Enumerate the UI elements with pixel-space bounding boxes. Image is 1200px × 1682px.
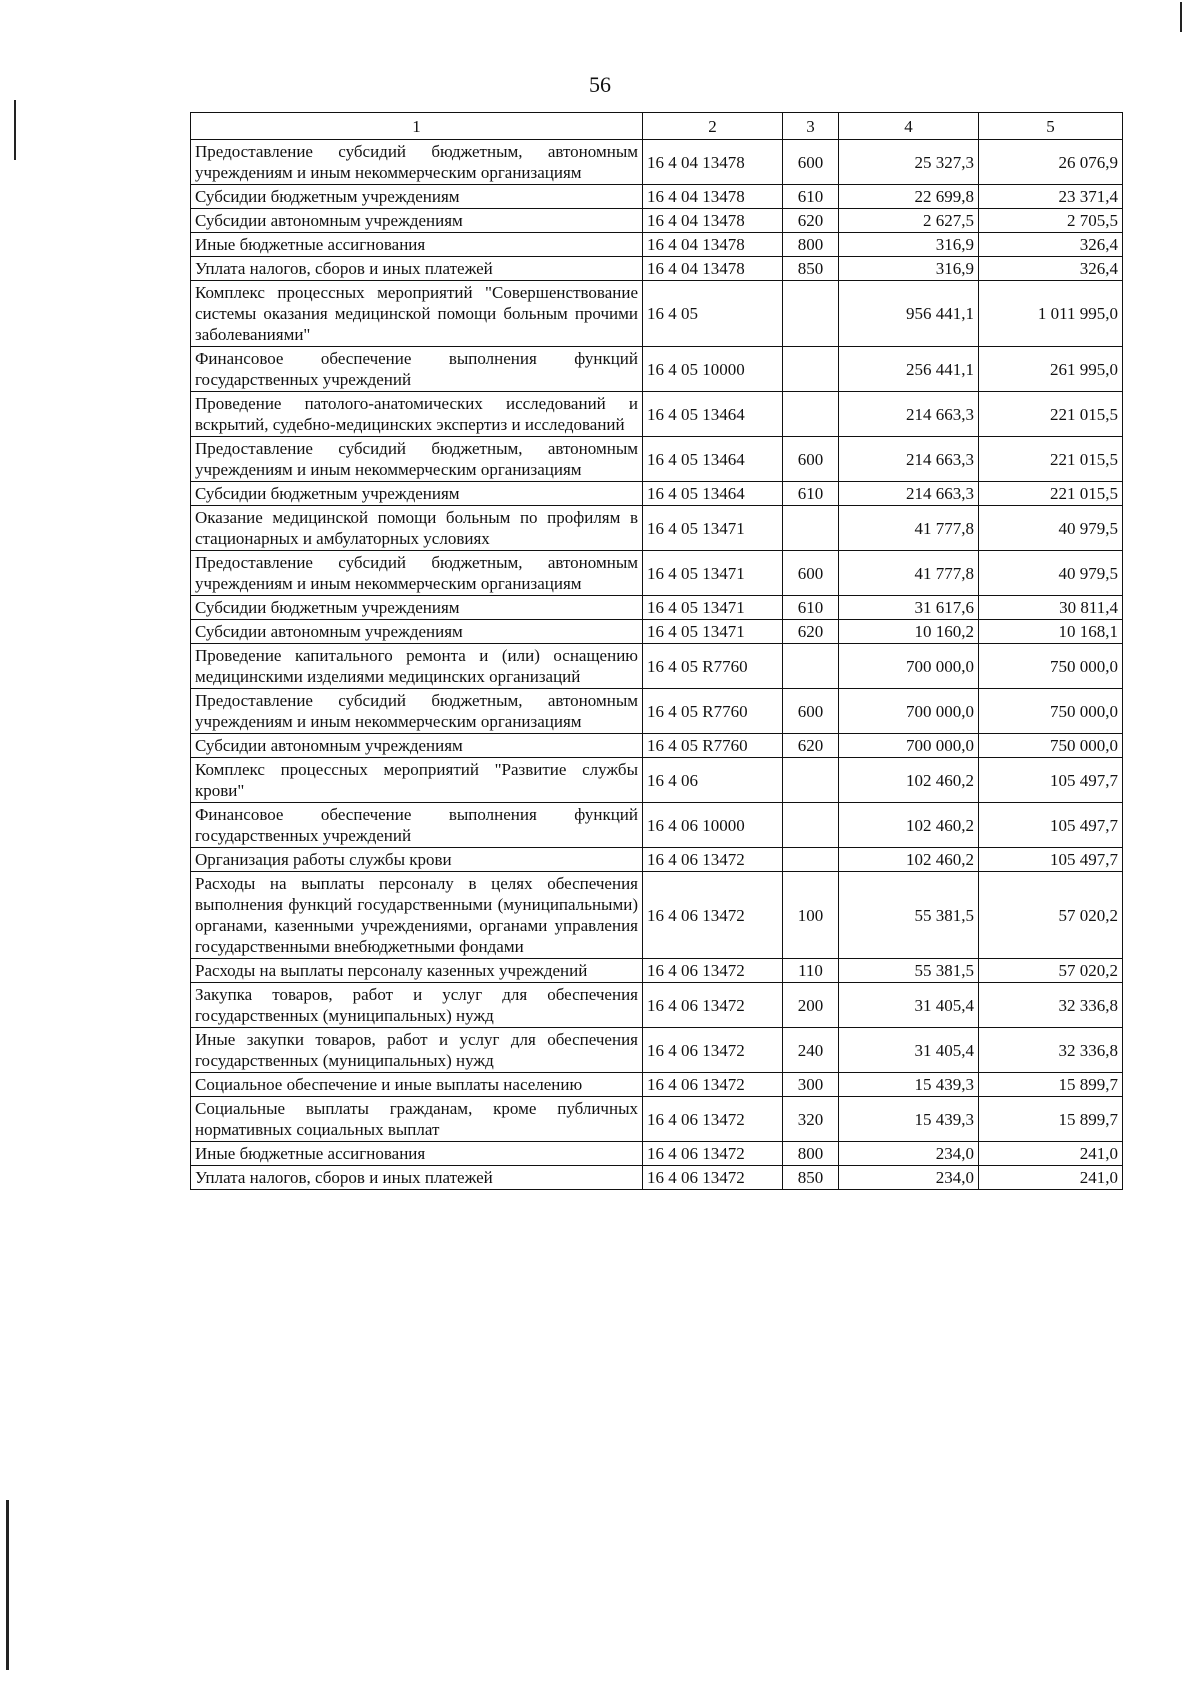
row-code-cell: 16 4 05 13471 <box>643 506 783 551</box>
table-row <box>191 1097 1123 1142</box>
table-row <box>191 1028 1123 1073</box>
row-code-cell: 16 4 06 13472 <box>643 848 783 872</box>
row-amount-col4-cell: 41 777,8 <box>839 506 979 551</box>
budget-table <box>190 112 1123 1190</box>
row-name-cell: Уплата налогов, сборов и иных платежей <box>191 1166 643 1190</box>
table-row <box>191 233 1123 257</box>
row-amount-col5-cell: 221 015,5 <box>979 392 1123 437</box>
row-amount-col5-cell: 326,4 <box>979 233 1123 257</box>
table-row <box>191 347 1123 392</box>
row-expense-type-cell: 600 <box>783 437 839 482</box>
table-row <box>191 257 1123 281</box>
table-row <box>191 959 1123 983</box>
row-name-cell: Расходы на выплаты персоналу в целях обеспечения выполнения функций государственными (муниципальными) органами, казенными учреждениями, органами управления государственными внебюджетными фондами <box>191 872 643 959</box>
row-amount-col4-cell: 31 405,4 <box>839 1028 979 1073</box>
row-name-cell: Оказание медицинской помощи больным по профилям в стационарных и амбулаторных условиях <box>191 506 643 551</box>
table-row <box>191 848 1123 872</box>
row-amount-col5-cell: 23 371,4 <box>979 185 1123 209</box>
row-code-cell: 16 4 05 R7760 <box>643 689 783 734</box>
row-expense-type-cell: 800 <box>783 1142 839 1166</box>
table-row <box>191 620 1123 644</box>
row-code-cell: 16 4 05 <box>643 281 783 347</box>
row-expense-type-cell: 850 <box>783 257 839 281</box>
table-body <box>191 140 1123 1190</box>
row-name-cell: Иные бюджетные ассигнования <box>191 233 643 257</box>
row-name-cell: Предоставление субсидий бюджетным, автономным учреждениям и иным некоммерческим организациям <box>191 551 643 596</box>
row-name-cell: Субсидии автономным учреждениям <box>191 209 643 233</box>
row-name-cell: Проведение капитального ремонта и (или) оснащению медицинскими изделиями медицинских организаций <box>191 644 643 689</box>
row-name-cell: Иные закупки товаров, работ и услуг для обеспечения государственных (муниципальных) нужд <box>191 1028 643 1073</box>
row-amount-col4-cell: 700 000,0 <box>839 644 979 689</box>
table-row <box>191 185 1123 209</box>
row-expense-type-cell: 620 <box>783 209 839 233</box>
row-amount-col4-cell: 22 699,8 <box>839 185 979 209</box>
row-code-cell: 16 4 05 13464 <box>643 437 783 482</box>
row-amount-col4-cell: 102 460,2 <box>839 803 979 848</box>
row-expense-type-cell <box>783 347 839 392</box>
row-code-cell: 16 4 06 10000 <box>643 803 783 848</box>
row-expense-type-cell: 320 <box>783 1097 839 1142</box>
header-col-5: 5 <box>979 113 1123 140</box>
row-expense-type-cell: 200 <box>783 983 839 1028</box>
row-code-cell: 16 4 05 13464 <box>643 392 783 437</box>
row-amount-col5-cell: 221 015,5 <box>979 437 1123 482</box>
row-expense-type-cell <box>783 848 839 872</box>
row-code-cell: 16 4 05 13464 <box>643 482 783 506</box>
table-row <box>191 506 1123 551</box>
row-code-cell: 16 4 06 13472 <box>643 959 783 983</box>
row-name-cell: Субсидии бюджетным учреждениям <box>191 482 643 506</box>
row-expense-type-cell <box>783 803 839 848</box>
row-code-cell: 16 4 04 13478 <box>643 233 783 257</box>
row-amount-col5-cell: 750 000,0 <box>979 734 1123 758</box>
row-amount-col4-cell: 55 381,5 <box>839 872 979 959</box>
row-code-cell: 16 4 06 13472 <box>643 1166 783 1190</box>
row-amount-col4-cell: 700 000,0 <box>839 689 979 734</box>
row-code-cell: 16 4 05 13471 <box>643 596 783 620</box>
header-col-1: 1 <box>191 113 643 140</box>
row-name-cell: Социальные выплаты гражданам, кроме публичных нормативных социальных выплат <box>191 1097 643 1142</box>
row-code-cell: 16 4 04 13478 <box>643 185 783 209</box>
row-amount-col5-cell: 32 336,8 <box>979 983 1123 1028</box>
row-name-cell: Иные бюджетные ассигнования <box>191 1142 643 1166</box>
row-amount-col5-cell: 2 705,5 <box>979 209 1123 233</box>
row-expense-type-cell: 100 <box>783 872 839 959</box>
row-code-cell: 16 4 05 R7760 <box>643 644 783 689</box>
row-expense-type-cell: 240 <box>783 1028 839 1073</box>
header-col-3: 3 <box>783 113 839 140</box>
row-amount-col4-cell: 234,0 <box>839 1166 979 1190</box>
row-name-cell: Уплата налогов, сборов и иных платежей <box>191 257 643 281</box>
row-expense-type-cell: 610 <box>783 596 839 620</box>
row-amount-col4-cell: 234,0 <box>839 1142 979 1166</box>
row-code-cell: 16 4 06 13472 <box>643 1073 783 1097</box>
row-code-cell: 16 4 06 13472 <box>643 983 783 1028</box>
table-row <box>191 758 1123 803</box>
row-expense-type-cell: 850 <box>783 1166 839 1190</box>
table-row <box>191 983 1123 1028</box>
row-code-cell: 16 4 04 13478 <box>643 257 783 281</box>
row-amount-col5-cell: 57 020,2 <box>979 872 1123 959</box>
row-name-cell: Финансовое обеспечение выполнения функций государственных учреждений <box>191 803 643 848</box>
row-amount-col5-cell: 241,0 <box>979 1142 1123 1166</box>
table-row <box>191 734 1123 758</box>
row-expense-type-cell: 620 <box>783 734 839 758</box>
row-expense-type-cell: 620 <box>783 620 839 644</box>
row-expense-type-cell: 600 <box>783 140 839 185</box>
row-expense-type-cell: 600 <box>783 551 839 596</box>
table-row <box>191 551 1123 596</box>
row-name-cell: Расходы на выплаты персоналу казенных учреждений <box>191 959 643 983</box>
row-amount-col4-cell: 700 000,0 <box>839 734 979 758</box>
row-code-cell: 16 4 06 13472 <box>643 872 783 959</box>
row-name-cell: Комплекс процессных мероприятий "Развитие службы крови" <box>191 758 643 803</box>
row-expense-type-cell: 610 <box>783 185 839 209</box>
row-code-cell: 16 4 06 13472 <box>643 1097 783 1142</box>
row-amount-col5-cell: 30 811,4 <box>979 596 1123 620</box>
row-amount-col4-cell: 31 405,4 <box>839 983 979 1028</box>
row-amount-col4-cell: 41 777,8 <box>839 551 979 596</box>
row-amount-col4-cell: 102 460,2 <box>839 758 979 803</box>
row-amount-col5-cell: 40 979,5 <box>979 506 1123 551</box>
table-row <box>191 281 1123 347</box>
table-row <box>191 140 1123 185</box>
row-name-cell: Закупка товаров, работ и услуг для обеспечения государственных (муниципальных) нужд <box>191 983 643 1028</box>
table-row <box>191 644 1123 689</box>
header-col-4: 4 <box>839 113 979 140</box>
header-col-2: 2 <box>643 113 783 140</box>
row-code-cell: 16 4 06 <box>643 758 783 803</box>
row-code-cell: 16 4 05 13471 <box>643 620 783 644</box>
scan-edge-mark <box>6 1500 9 1670</box>
table-header <box>191 113 1123 140</box>
row-amount-col5-cell: 221 015,5 <box>979 482 1123 506</box>
table-row <box>191 803 1123 848</box>
row-expense-type-cell <box>783 758 839 803</box>
row-name-cell: Предоставление субсидий бюджетным, автономным учреждениям и иным некоммерческим организациям <box>191 437 643 482</box>
row-code-cell: 16 4 04 13478 <box>643 140 783 185</box>
row-name-cell: Субсидии бюджетным учреждениям <box>191 185 643 209</box>
row-amount-col5-cell: 261 995,0 <box>979 347 1123 392</box>
row-amount-col5-cell: 1 011 995,0 <box>979 281 1123 347</box>
row-expense-type-cell: 600 <box>783 689 839 734</box>
row-amount-col4-cell: 256 441,1 <box>839 347 979 392</box>
row-name-cell: Субсидии автономным учреждениям <box>191 620 643 644</box>
row-amount-col5-cell: 10 168,1 <box>979 620 1123 644</box>
row-amount-col5-cell: 15 899,7 <box>979 1073 1123 1097</box>
row-amount-col4-cell: 25 327,3 <box>839 140 979 185</box>
row-amount-col5-cell: 326,4 <box>979 257 1123 281</box>
row-name-cell: Проведение патолого-анатомических исследований и вскрытий, судебно-медицинских экспертиз и исследований <box>191 392 643 437</box>
table-row <box>191 689 1123 734</box>
row-amount-col4-cell: 102 460,2 <box>839 848 979 872</box>
row-amount-col4-cell: 31 617,6 <box>839 596 979 620</box>
row-name-cell: Субсидии автономным учреждениям <box>191 734 643 758</box>
row-amount-col5-cell: 241,0 <box>979 1166 1123 1190</box>
row-name-cell: Финансовое обеспечение выполнения функций государственных учреждений <box>191 347 643 392</box>
row-name-cell: Предоставление субсидий бюджетным, автономным учреждениям и иным некоммерческим организациям <box>191 689 643 734</box>
row-amount-col4-cell: 956 441,1 <box>839 281 979 347</box>
row-expense-type-cell: 300 <box>783 1073 839 1097</box>
table-row <box>191 392 1123 437</box>
row-code-cell: 16 4 06 13472 <box>643 1028 783 1073</box>
row-name-cell: Субсидии бюджетным учреждениям <box>191 596 643 620</box>
row-amount-col4-cell: 316,9 <box>839 233 979 257</box>
row-amount-col4-cell: 15 439,3 <box>839 1097 979 1142</box>
table-row <box>191 1073 1123 1097</box>
row-amount-col4-cell: 214 663,3 <box>839 437 979 482</box>
table-row <box>191 209 1123 233</box>
row-code-cell: 16 4 05 10000 <box>643 347 783 392</box>
row-code-cell: 16 4 04 13478 <box>643 209 783 233</box>
row-amount-col4-cell: 214 663,3 <box>839 392 979 437</box>
table-row <box>191 1142 1123 1166</box>
table-row <box>191 596 1123 620</box>
row-name-cell: Социальное обеспечение и иные выплаты населению <box>191 1073 643 1097</box>
row-name-cell: Предоставление субсидий бюджетным, автономным учреждениям и иным некоммерческим организациям <box>191 140 643 185</box>
row-code-cell: 16 4 05 13471 <box>643 551 783 596</box>
row-name-cell: Комплекс процессных мероприятий "Совершенствование системы оказания медицинской помощи больным прочими заболеваниями" <box>191 281 643 347</box>
row-expense-type-cell: 110 <box>783 959 839 983</box>
table-row <box>191 1166 1123 1190</box>
row-amount-col4-cell: 55 381,5 <box>839 959 979 983</box>
row-amount-col5-cell: 57 020,2 <box>979 959 1123 983</box>
scan-edge-mark <box>1180 2 1182 32</box>
table-row <box>191 482 1123 506</box>
row-amount-col4-cell: 10 160,2 <box>839 620 979 644</box>
row-amount-col5-cell: 105 497,7 <box>979 758 1123 803</box>
row-code-cell: 16 4 06 13472 <box>643 1142 783 1166</box>
row-expense-type-cell <box>783 281 839 347</box>
table-row <box>191 437 1123 482</box>
scan-edge-mark <box>14 100 16 160</box>
row-amount-col5-cell: 15 899,7 <box>979 1097 1123 1142</box>
row-expense-type-cell: 800 <box>783 233 839 257</box>
row-expense-type-cell <box>783 506 839 551</box>
row-amount-col4-cell: 15 439,3 <box>839 1073 979 1097</box>
row-amount-col4-cell: 316,9 <box>839 257 979 281</box>
row-amount-col5-cell: 32 336,8 <box>979 1028 1123 1073</box>
row-amount-col5-cell: 750 000,0 <box>979 689 1123 734</box>
row-expense-type-cell <box>783 644 839 689</box>
row-expense-type-cell: 610 <box>783 482 839 506</box>
row-amount-col4-cell: 214 663,3 <box>839 482 979 506</box>
row-amount-col5-cell: 26 076,9 <box>979 140 1123 185</box>
row-expense-type-cell <box>783 392 839 437</box>
row-amount-col5-cell: 40 979,5 <box>979 551 1123 596</box>
row-amount-col5-cell: 105 497,7 <box>979 848 1123 872</box>
row-amount-col5-cell: 105 497,7 <box>979 803 1123 848</box>
page-number: 56 <box>589 72 611 97</box>
row-name-cell: Организация работы службы крови <box>191 848 643 872</box>
row-amount-col4-cell: 2 627,5 <box>839 209 979 233</box>
row-code-cell: 16 4 05 R7760 <box>643 734 783 758</box>
row-amount-col5-cell: 750 000,0 <box>979 644 1123 689</box>
table-row <box>191 872 1123 959</box>
